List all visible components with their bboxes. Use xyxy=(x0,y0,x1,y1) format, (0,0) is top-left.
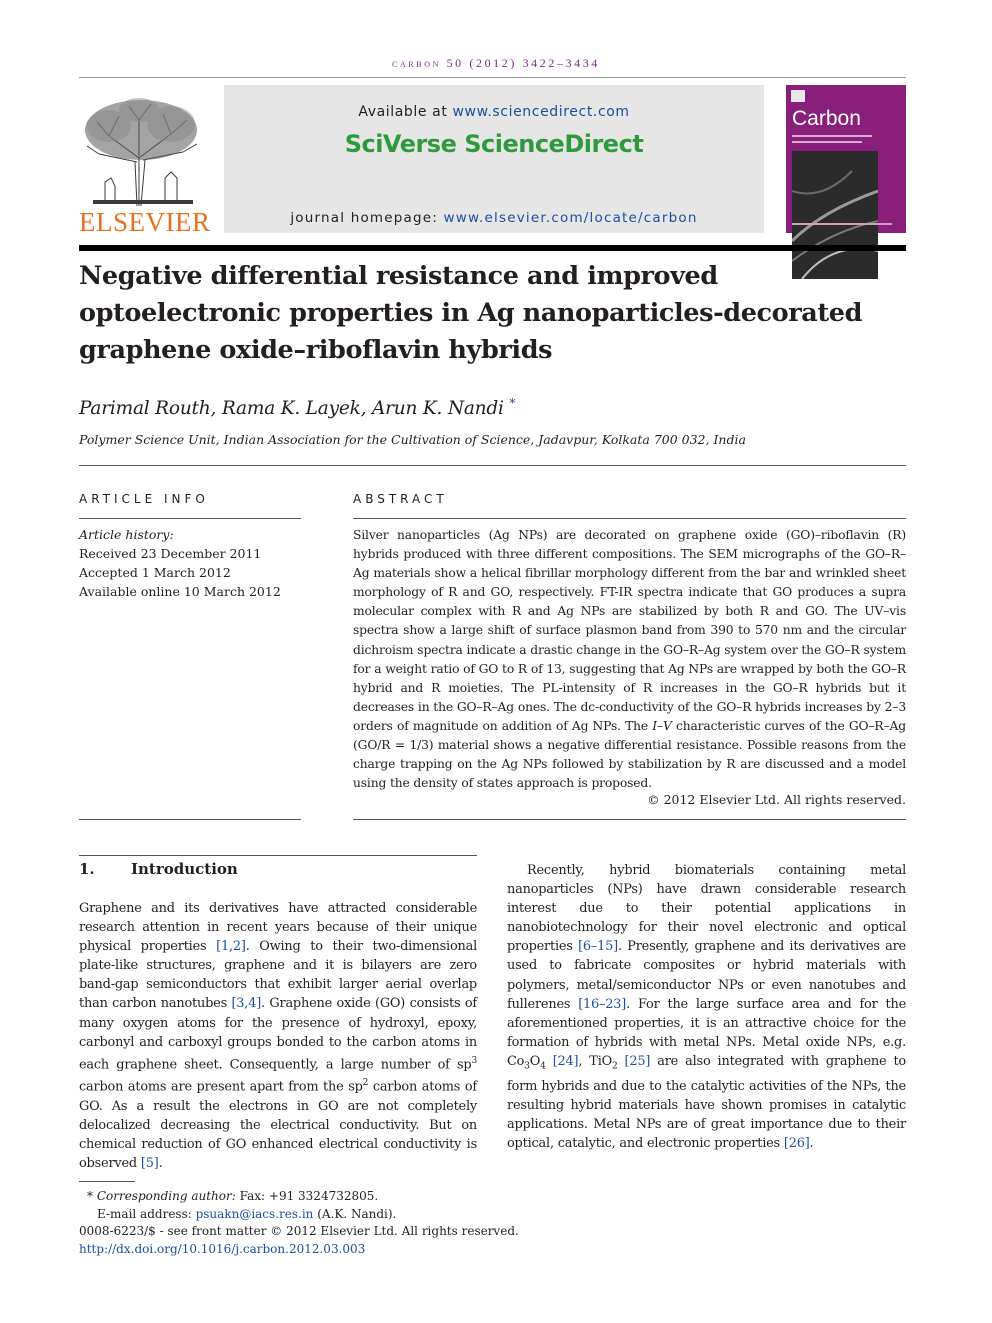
history-label: Article history: xyxy=(79,527,174,542)
received-date: Received 23 December 2011 xyxy=(79,546,262,562)
journal-reference: carbon 50 (2012) 3422–3434 xyxy=(392,56,600,70)
text-run: . Presently, graphene and its derivatives are used to fabricate composites or hybrid materials with polymers, metal/semiconductor NPs or even nanotubes and fullerenes xyxy=(507,939,906,1012)
email-label: E-mail address: xyxy=(97,1206,196,1221)
abstract-bottom-rule xyxy=(353,819,906,820)
journal-homepage-link[interactable]: www.elsevier.com/locate/carbon xyxy=(443,210,698,226)
online-date: Available online 10 March 2012 xyxy=(79,584,281,600)
abstract-text-a: Silver nanoparticles (Ag NPs) are decorated on graphene oxide (GO)–riboflavin (R) hybrids produced with three different compositions. The SEM micrographs of the GO–R–Ag materials show a helical fibrillar morphology different from the bar and wrinkled sheet morphology of R and GO, respectively. FT-IR spectra indicate that GO produces a supra molecular complex with R and Ag NPs are stabilized by both R and GO. The UV–vis spectra show a large shift of surface plasmon band from 390 to 570 nm and the circular dichroism spectra indicate a drastic change in the GO–R–Ag system over the GO–R system for a weight ratio of GO to R of 13, suggesting that Ag NPs are wrapped by both the GO–R hybrid and R moieties. The PL-intensity of R increases in the GO–R hybrids but it decreases in the GO–R–Ag ones. The dc-conductivity of the GO–R hybrids increases by 2–3 orders of magnitude on addition of Ag NPs. The xyxy=(353,528,906,733)
available-prefix: Available at xyxy=(358,104,453,120)
article-title: Negative differential resistance and improved optoelectronic properties in Ag nanoparticles-decorated graphene oxide–riboflavin hybrids xyxy=(79,261,863,365)
footnote-mark: * xyxy=(87,1189,93,1203)
citation-link[interactable]: [5] xyxy=(140,1155,159,1171)
section-number: 1. xyxy=(79,860,95,878)
citation-link[interactable]: [24] xyxy=(552,1053,579,1069)
text-run: carbon atoms are present apart from the sp xyxy=(79,1079,363,1095)
abstract-body xyxy=(353,526,906,793)
email-link[interactable]: psuakn@iacs.res.in xyxy=(195,1206,314,1221)
text-run xyxy=(546,1054,553,1069)
elsevier-tree-logo xyxy=(79,96,205,208)
abstract-heading: ABSTRACT xyxy=(353,492,448,506)
sciencedirect-link[interactable]: www.sciencedirect.com xyxy=(452,104,630,120)
fax-number: Fax: +91 3324732805. xyxy=(235,1189,379,1203)
subscript: 2 xyxy=(611,1061,618,1072)
header-top-rule xyxy=(79,77,906,78)
abstract-rule xyxy=(353,518,906,519)
footnote-rule xyxy=(79,1181,135,1182)
cover-title: Carbon xyxy=(792,107,861,130)
subscript: 4 xyxy=(540,1061,546,1072)
subscript: 3 xyxy=(524,1061,530,1072)
available-at-line xyxy=(224,104,764,120)
superscript: 3 xyxy=(471,1055,477,1066)
text-run xyxy=(618,1054,625,1069)
corresponding-label: Corresponding author: xyxy=(96,1189,236,1203)
text-run: . xyxy=(158,1155,163,1171)
abstract-copyright: © 2012 Elsevier Ltd. All rights reserved. xyxy=(647,792,906,807)
text-run: carbon atoms of GO. As a result the electrons in GO are not completely delocalized decreasing the electrical conductivity. But on chemical reduction of GO enhanced electrical conductivity is observed xyxy=(79,1079,477,1171)
text-run: . For the large surface area and for the aforementioned properties, it is an attractive choice for the formation of hybrids with metal NPs. Metal oxide NPs, e.g. Co xyxy=(507,996,906,1069)
email-note xyxy=(79,1206,559,1224)
journal-homepage-line xyxy=(224,210,764,226)
header-bottom-rule xyxy=(79,245,906,251)
article-history xyxy=(79,525,301,601)
sciverse-logo: SciVerse ScienceDirect xyxy=(344,130,644,158)
homepage-prefix: journal homepage: xyxy=(290,210,444,226)
citation-link[interactable]: [26] xyxy=(783,1135,810,1151)
text-run: are also integrated with graphene to form hybrids and due to the catalytic activities of the NPs, the resulting hybrid materials have shown promises in catalytic applications. Metal NPs are of great importance due to their optical, catalytic, and electronic properties xyxy=(507,1053,906,1151)
affiliation-rule xyxy=(79,465,906,466)
section-title: Introduction xyxy=(131,860,238,878)
intro-right-column xyxy=(507,861,906,1153)
text-run: , TiO xyxy=(578,1053,612,1069)
citation-link[interactable]: [16–23] xyxy=(578,996,627,1012)
email-owner: (A.K. Nandi). xyxy=(313,1206,397,1221)
superscript: 2 xyxy=(362,1078,369,1089)
citation-link[interactable]: [6–15] xyxy=(578,939,619,955)
citation-link[interactable]: [25] xyxy=(624,1053,651,1069)
text-run: Graphene and its derivatives have attracted considerable research attention in recent years because of their unique physical properties xyxy=(79,901,477,955)
article-info-heading: ARTICLE INFO xyxy=(79,492,209,506)
text-run: . Graphene oxide (GO) consists of many oxygen atoms for the presence of hydroxyl, epoxy, carbonyl and carboxyl groups bonded to the carbon atoms in each graphene sheet. Consequently, a large number of sp xyxy=(79,996,477,1073)
intro-top-rule xyxy=(79,855,477,856)
doi-link[interactable]: http://dx.doi.org/10.1016/j.carbon.2012.03.003 xyxy=(79,1241,366,1256)
issn-line: 0008-6223/$ - see front matter © 2012 Elsevier Ltd. All rights reserved. xyxy=(79,1224,519,1238)
abstract-text-b: characteristic curves of the GO–R–Ag (GO/R = 1/3) material shows a negative differential resistance. Possible reasons from the charge trapping on the Ag NPs followed by stabilization by R are discussed and a model using the density of states approach is proposed. xyxy=(353,718,906,791)
intro-left-column xyxy=(79,899,477,1173)
article-info-bottom-rule xyxy=(79,819,301,820)
section-heading-introduction xyxy=(79,860,238,878)
text-run: O xyxy=(529,1053,541,1069)
author-list xyxy=(79,396,515,419)
abstract-iv: I–V xyxy=(652,718,672,733)
text-run: . xyxy=(809,1135,814,1151)
affiliation: Polymer Science Unit, Indian Association for the Cultivation of Science, Jadavpur, Kolkata 700 032, India xyxy=(79,432,746,447)
corresponding-author-mark[interactable]: * xyxy=(509,396,516,410)
author-names: Parimal Routh, Rama K. Layek, Arun K. Nandi xyxy=(79,398,504,420)
journal-cover-image xyxy=(786,85,906,233)
footnotes xyxy=(79,1188,559,1258)
accepted-date: Accepted 1 March 2012 xyxy=(79,565,231,581)
text-run: . Owing to their two-dimensional plate-like structures, graphene and it is bilayers are zero band-gap semiconductors that exhibit larger aerial overlap than carbon nanotubes xyxy=(79,939,478,1012)
text-run: Recently, hybrid biomaterials containing metal nanoparticles (NPs) have drawn considerable research interest due to their potential applications in nanobiotechnology for their novel electronic and optical properties xyxy=(507,863,906,955)
publisher-wordmark: ELSEVIER xyxy=(79,207,211,237)
citation-link[interactable]: [3,4] xyxy=(231,996,262,1012)
citation-link[interactable]: [1,2] xyxy=(216,939,246,955)
corresponding-author-note xyxy=(79,1188,559,1206)
article-info-rule xyxy=(79,518,301,519)
